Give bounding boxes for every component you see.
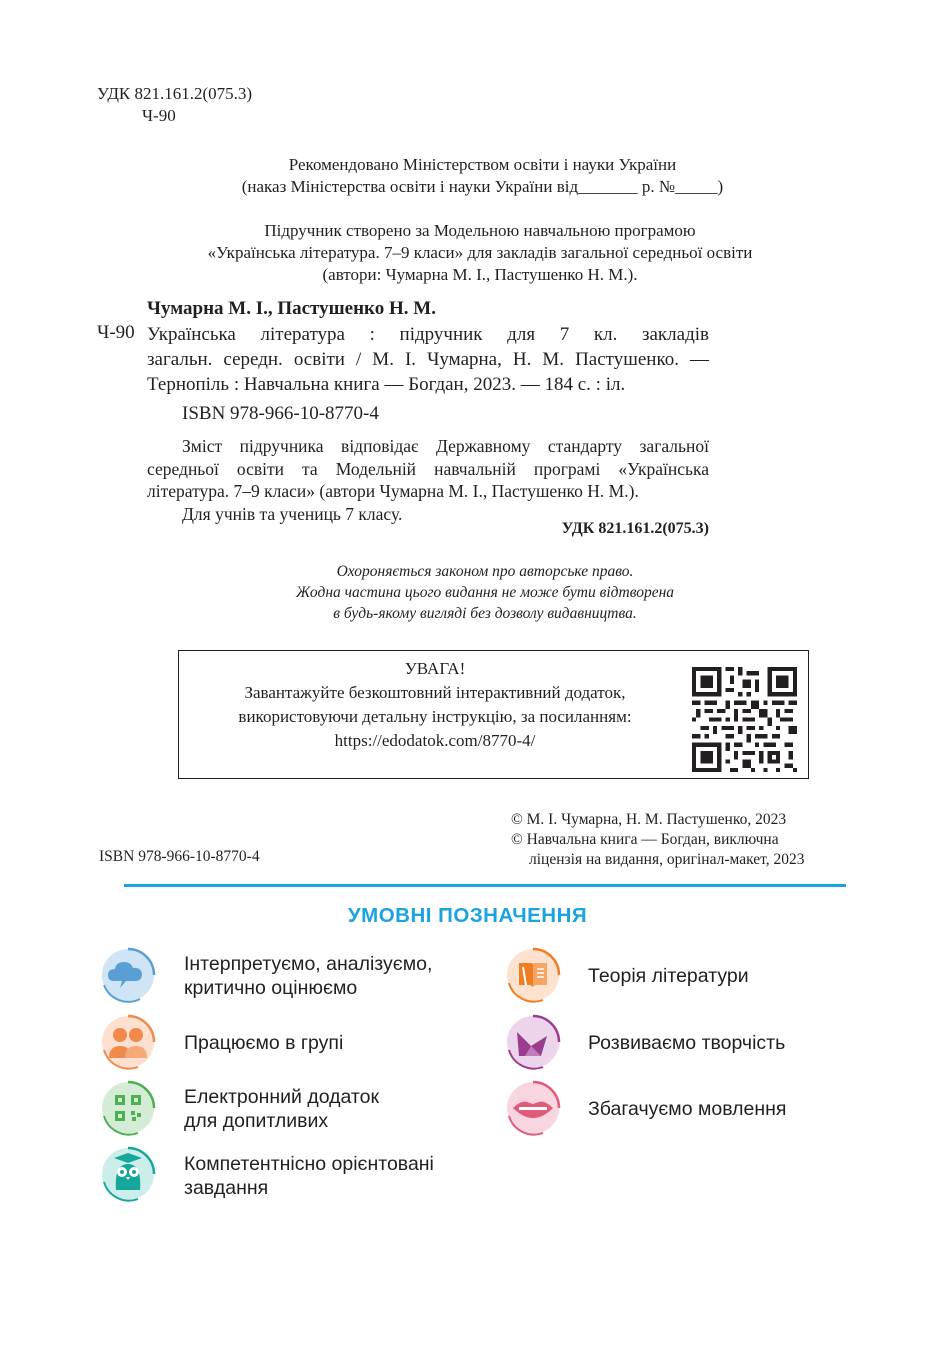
copyright-line: © М. І. Чумарна, Н. М. Пастушенко, 2023 — [511, 811, 787, 828]
bottom-isbn: ISBN 978-966-10-8770-4 — [99, 848, 260, 865]
attention-title: УВАГА! — [404, 659, 466, 678]
legend-label — [588, 964, 749, 988]
program-note — [150, 220, 810, 286]
legend-label-line: Теорія літератури — [588, 965, 749, 987]
catalog-udk: УДК 821.161.2(075.3) — [561, 520, 709, 537]
catalog-authors: Чумарна М. І., Пастушенко Н. М. — [147, 298, 436, 319]
qr-code-icon — [100, 1080, 156, 1136]
biblio-line: загальн. середн. освіти / М. І. Чумарна, Н. М. Пастушенко. — — [147, 349, 709, 370]
biblio-line: Тернопіль : Навчальна книга — Богдан, 2023. — 184 с. : іл. — [147, 374, 626, 395]
attention-link[interactable]: https://edodatok.com/8770-4/ — [334, 731, 536, 750]
legend-label-line: Розвиваємо творчість — [588, 1032, 786, 1054]
copyright-notice — [255, 561, 715, 624]
recommendation — [160, 154, 805, 198]
audience-text: Для учнів та учениць 7 класу. — [182, 503, 403, 524]
legend-label — [184, 1152, 434, 1200]
cloud-icon — [100, 947, 156, 1003]
program-line: Підручник створено за Модельною навчальною програмою — [264, 221, 696, 240]
bibliographic-description — [147, 322, 709, 397]
legend-title: УМОВНІ ПОЗНАЧЕННЯ — [347, 904, 588, 927]
legend-label-line: Електронний додаток — [184, 1086, 380, 1108]
legend-label — [588, 1031, 785, 1055]
copyright-notice-line: Охороняється законом про авторське право. — [336, 563, 634, 580]
divider-rule — [124, 884, 846, 887]
biblio-line: Українська література : підручник для 7 кл. закладів — [147, 324, 709, 345]
author-mark: Ч-90 — [142, 106, 176, 125]
origami-icon — [505, 1014, 561, 1070]
program-line: «Українська література. 7–9 класи» для закладів загальної середньої освіти — [207, 243, 753, 262]
people-icon — [100, 1014, 156, 1070]
copyright — [511, 810, 804, 870]
legend-label — [184, 1085, 379, 1133]
legend-label-line: Інтерпретуємо, аналізуємо, — [184, 953, 433, 975]
legend-label-line: Компетентнісно орієнтовані — [184, 1153, 434, 1175]
copyright-notice-line: в будь-якому вигляді без дозволу видавництва. — [333, 605, 637, 622]
legend-label-line: завдання — [184, 1177, 269, 1199]
legend-label-line: Збагачуємо мовлення — [588, 1098, 787, 1120]
lips-icon — [505, 1080, 561, 1136]
copyright-notice-line: Жодна частина цього видання не може бути відтворена — [295, 584, 675, 601]
legend-label-line: критично оцінюємо — [184, 977, 358, 999]
udk-code: УДК 821.161.2(075.3) — [97, 84, 253, 103]
annotation-text: Зміст підручника відповідає Державному стандарту загальної середньої освіти та Модельній навчальній програмі «Українська література. 7–9 класи» (автори Чумарна М. І., Пастушенко Н. М.). — [147, 436, 709, 501]
catalog-isbn: ISBN 978-966-10-8770-4 — [182, 403, 379, 424]
recommendation-line: (наказ Міністерства освіти і науки України від_______ р. №_____) — [241, 177, 724, 196]
annotation — [147, 435, 709, 525]
qr-code-image[interactable] — [692, 667, 797, 772]
legend-label-line: для допитливих — [184, 1110, 329, 1132]
legend-label — [184, 952, 432, 1000]
copyright-line: ліцензія на видання, оригінал-макет, 2023 — [529, 851, 805, 868]
copyright-line: © Навчальна книга — Богдан, виключна — [511, 831, 779, 848]
catalog-code: Ч-90 — [97, 322, 135, 343]
recommendation-line: Рекомендовано Міністерством освіти і науки України — [288, 155, 677, 174]
owl-icon — [100, 1146, 156, 1202]
udk-header — [97, 83, 252, 127]
legend-label-line: Працюємо в групі — [184, 1032, 344, 1054]
legend-label — [588, 1097, 786, 1121]
book-pen-icon — [505, 947, 561, 1003]
program-line: (автори: Чумарна М. І., Пастушенко Н. М.). — [322, 265, 638, 284]
attention-text — [195, 657, 675, 753]
legend-label — [184, 1031, 343, 1055]
attention-line: Завантажуйте безкоштовний інтерактивний додаток, — [244, 683, 626, 702]
attention-line: використовуючи детальну інструкцію, за посиланням: — [238, 707, 632, 726]
